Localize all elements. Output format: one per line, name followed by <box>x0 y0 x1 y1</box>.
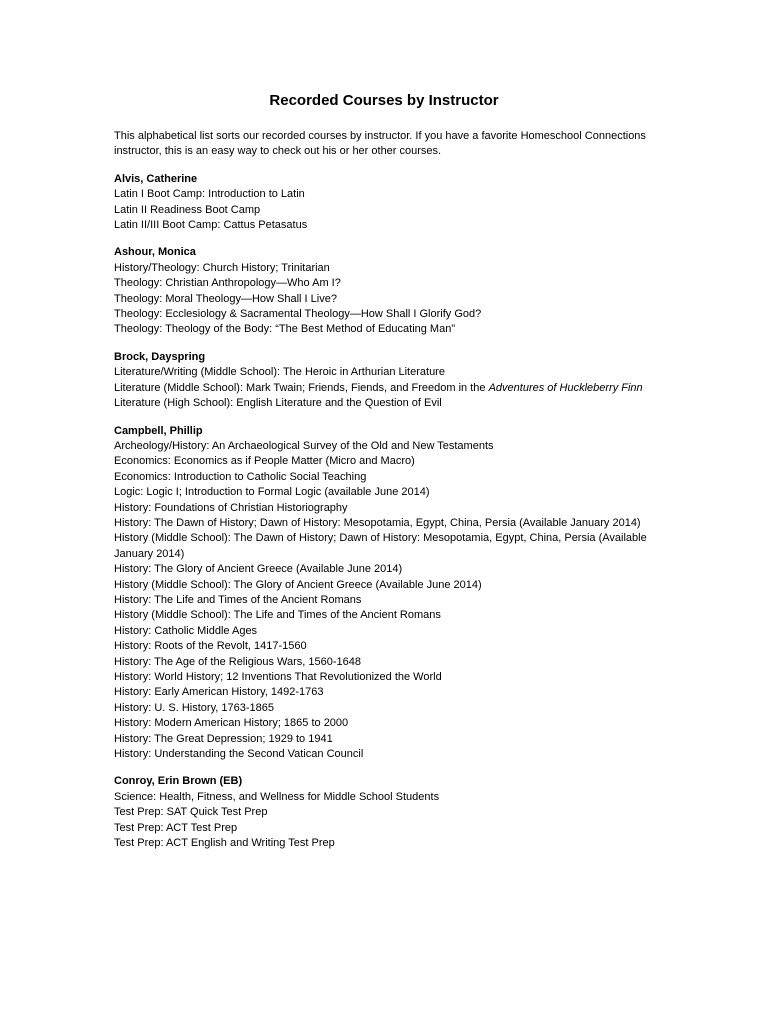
course-item: Economics: Introduction to Catholic Social Teaching <box>114 470 367 483</box>
course-item: Literature (High School): English Literature and the Question of Evil <box>114 397 442 410</box>
instructor-name: Ashour, Monica <box>114 246 196 259</box>
instructor-name: Conroy, Erin Brown (EB) <box>114 775 243 788</box>
page-title: Recorded Courses by Instructor <box>269 92 499 109</box>
instructor-section <box>114 774 654 851</box>
course-item: History: The Age of the Religious Wars, 1560-1648 <box>114 655 362 668</box>
course-item: History (Middle School): The Life and Times of the Ancient Romans <box>114 609 441 622</box>
course-item: Test Prep: ACT Test Prep <box>114 821 238 834</box>
course-item: History: World History; 12 Inventions That Revolutionized the World <box>114 671 442 683</box>
course-item: History: The Glory of Ancient Greece (Available June 2014) <box>114 563 403 576</box>
course-item: Latin II/III Boot Camp: Cattus Petasatus <box>114 219 308 232</box>
course-item: History: Modern American History; 1865 to 2000 <box>114 717 349 730</box>
course-item: History: Roots of the Revolt, 1417-1560 <box>114 640 307 653</box>
document-body <box>114 129 654 863</box>
course-item: Test Prep: SAT Quick Test Prep <box>114 806 268 819</box>
course-item: History: Catholic Middle Ages <box>114 624 258 637</box>
course-item: History: The Life and Times of the Ancient Romans <box>114 593 362 606</box>
course-italic-title: Adventures of Huckleberry Finn <box>488 381 643 394</box>
course-item: Logic: Logic I; Introduction to Formal Logic (available June 2014) <box>114 486 430 499</box>
course-item <box>114 381 654 396</box>
course-item: Theology: Ecclesiology & Sacramental Theology—How Shall I Glorify God? <box>114 308 482 321</box>
course-item: Latin II Readiness Boot Camp <box>114 203 261 216</box>
course-item: Theology: Christian Anthropology—Who Am I? <box>114 277 341 290</box>
course-item: Theology: Moral Theology—How Shall I Live? <box>114 292 337 305</box>
instructor-section <box>114 350 654 412</box>
instructor-name: Brock, Dayspring <box>114 350 206 363</box>
course-item: History: U. S. History, 1763-1865 <box>114 701 274 714</box>
course-item: History: Understanding the Second Vatican Council <box>114 748 364 761</box>
course-item: Test Prep: ACT English and Writing Test Prep <box>114 837 335 850</box>
course-item: Latin I Boot Camp: Introduction to Latin <box>114 188 305 201</box>
course-item: History (Middle School): The Dawn of History; Dawn of History: Mesopotamia, Egypt, China, Persia (Available January 2014) <box>114 532 647 560</box>
course-item: Theology: Theology of the Body: “The Best Method of Educating Man” <box>114 323 455 336</box>
course-item: Economics: Economics as if People Matter (Micro and Macro) <box>114 455 415 468</box>
instructor-section <box>114 172 654 234</box>
course-item: History: The Great Depression; 1929 to 1941 <box>114 732 333 745</box>
course-item: Archeology/History: An Archaeological Survey of the Old and New Testaments <box>114 439 494 452</box>
course-item: History (Middle School): The Glory of Ancient Greece (Available June 2014) <box>114 578 482 591</box>
course-item: History: Foundations of Christian Historiography <box>114 501 348 514</box>
course-item: History: Early American History, 1492-1763 <box>114 686 324 699</box>
course-item: Literature/Writing (Middle School): The Heroic in Arthurian Literature <box>114 366 445 379</box>
instructor-section <box>114 424 654 763</box>
instructor-name: Alvis, Catherine <box>114 172 198 185</box>
course-item: History/Theology: Church History; Trinitarian <box>114 261 330 274</box>
course-item: History: The Dawn of History; Dawn of History: Mesopotamia, Egypt, China, Persia (Available January 2014) <box>114 516 641 529</box>
instructor-section <box>114 245 654 337</box>
course-item: Science: Health, Fitness, and Wellness for Middle School Students <box>114 790 440 803</box>
course-text: Literature (Middle School): Mark Twain; Friends, Fiends, and Freedom in the <box>114 381 489 394</box>
intro-paragraph: This alphabetical list sorts our recorded courses by instructor. If you have a favorite Homeschool Connections instructor, this is an easy way to check out his or her other courses. <box>114 130 646 158</box>
instructor-name: Campbell, Phillip <box>114 424 203 437</box>
